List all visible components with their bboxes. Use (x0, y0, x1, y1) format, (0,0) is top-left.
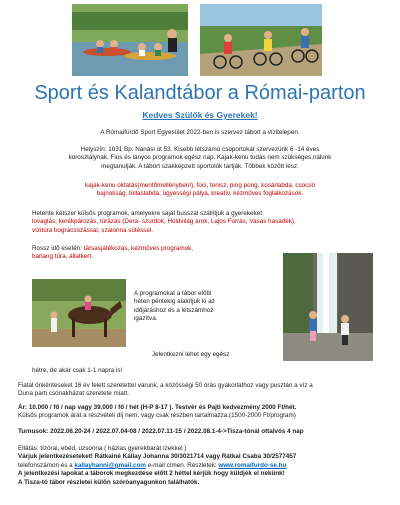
rainy-label: Rossz idő esetén: (32, 245, 84, 252)
activities-line: bajnokság, tollaslabda, ügyességi pálya, kreatív, kézműves foglalkozások. (96, 190, 304, 198)
weekly-line: vízitúra bográcsozással, szalonna sütéssel. (32, 226, 154, 234)
intro-text: A Rómaifürdő Sport Egyesület 2022-ben is szervez tábort a vízitelepen. (100, 129, 300, 136)
contact-mid: e-mail címen. Részletek: (145, 461, 219, 469)
greeting-subtitle: Kedves Szülők és Gyerekek! (142, 110, 258, 120)
price-section (18, 404, 396, 421)
contact-section (18, 445, 396, 487)
apply-note: Jelentkezni lehet egy egész (152, 351, 230, 358)
rainy-programs-line2: barlang túra, állatkert. (32, 253, 93, 261)
price-label: Ár: (18, 404, 28, 411)
friday-planning-note (134, 290, 274, 324)
contact-prefix: telefonszámon és a (18, 461, 75, 469)
friday-line: igazítva. (134, 315, 158, 323)
weekly-line: lovaglás, kerékpározás, túrázás (Dera- szurdok, Holdvilág árok, Lajos Forrás, Vasas hasadék), (32, 218, 296, 226)
price-line: 10.000 / fő / nap vagy 39.000 / fő / hét (H-P 8-17 ). Testvér és Pajti kedvezmény 2000 Ft/hét. (28, 404, 297, 411)
activities-list (10, 182, 390, 199)
weekly-intro: Hetente kétszer külsős programok, amelyekre saját busszal szállítjuk a gyerekeket: (32, 210, 264, 217)
apply-note-continued: hétre, de akár csak 1-1 napra is! (32, 367, 123, 374)
volunteers-paragraph (18, 382, 392, 399)
volunteers-line: Fiatal önkénteseket 16 év felett szeretettel várunk, a közösségi 50 órás gyakorlathoz vagy pusztán a víz a (18, 382, 313, 389)
horse-riding-photo (32, 279, 126, 347)
contact-line: Várjuk jelentkezéseteket! Rátkainé Kállay Johanna 30/3021714 vagy Rátkai Csaba 30/2577457 (18, 453, 297, 461)
weekly-programs (32, 210, 392, 235)
location-line: Helyszín: 1031 Bp. Nánási út 53. Kisebb létszámú csoportokat szervezünk 6 -14 éves (80, 146, 320, 153)
rainy-programs: társasjátékozás, kézműves programok, (83, 245, 194, 252)
waterfall-kids-photo (283, 253, 373, 361)
cycling-group-photo (200, 4, 322, 76)
activities-line: kajak-kenu oktatás(mentőmellényben!), foci, tenisz, ping pong, kosárlabda, csocsó (85, 182, 315, 189)
volunteers-line: Duna parti csónakházat szeretete miatt. (18, 390, 129, 398)
friday-line: A programokat a tábor előtti (134, 290, 212, 297)
page-title: Sport és Kalandtábor a Római-parton (34, 82, 366, 104)
kayak-group-photo (72, 4, 188, 76)
notice-tisza: A Tisza-tó tábor részletei külön szóróanyagunkon találhatók. (18, 478, 200, 486)
turns-line: Turnusok: 2022.06.20-24 / 2022.07.04-08 / 2022.07.11-15 / 2022.08.1-4->Tisza-tónál ottalvós 4 nap (18, 428, 304, 435)
location-line: korosztálynak. Fiús és lányos programok egész nap. Kajak-kenu tudás nem szükséges,nálunk (68, 154, 332, 162)
meals-line: Ellátás: tízórai, ebéd, uzsonna ( házias gyerekbarát ízekkel ) (18, 445, 187, 452)
location-line: megtanulják. A tábort szakképzett sportolók tartják. Többek között lesz: (101, 162, 299, 170)
friday-line: időjáráshoz és a létszámhoz (134, 306, 214, 314)
friday-line: héten péntekig alakítjuk ki az (134, 298, 215, 306)
website-link[interactable]: www.romaifurdo-se.hu (218, 461, 287, 469)
email-link[interactable]: kallayhanni@gmail.com (74, 461, 146, 469)
location-paragraph (10, 146, 390, 171)
notice-deadline: A jelentkezési lapokat a táborok megkezdése előtt 2 héttel kérjük hogy küldjék el nekünk! (18, 470, 285, 478)
price-note: Külsős programok árát a részvételi díj nem, vagy csak részben tartalmazza.(1500-2000 Ft/program) (18, 412, 296, 420)
